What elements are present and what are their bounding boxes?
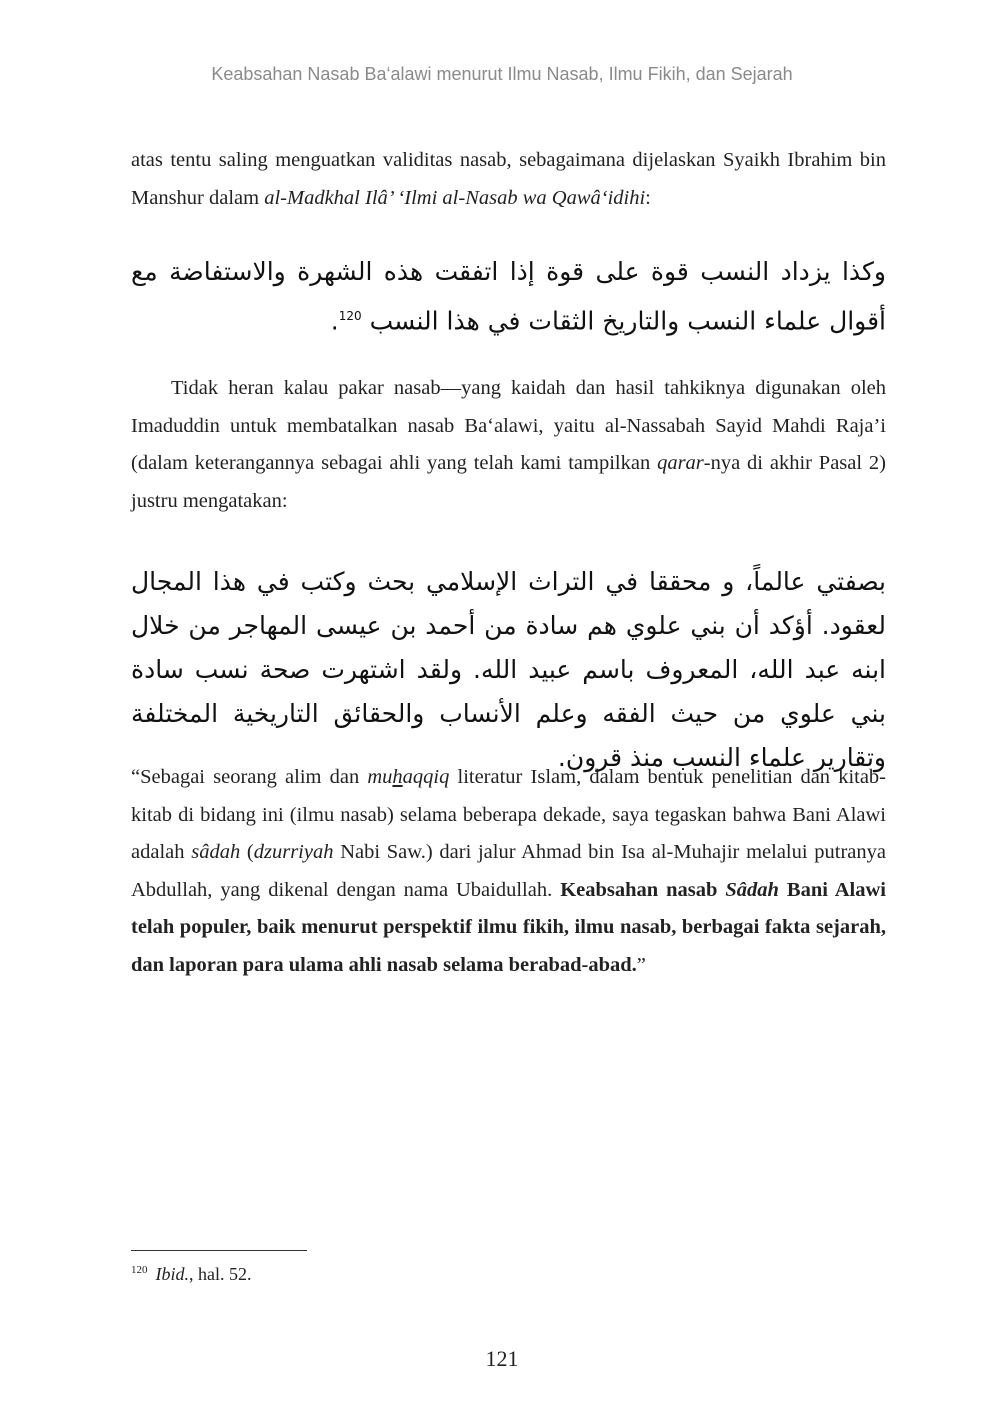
arabic-quote-1 [131,250,886,343]
context-text-end: -nya di akhir Pasal 2) justru mengatakan: [131,452,886,512]
dzurriyah-term: dzurriyah [253,841,334,863]
intro-colon: : [645,186,651,209]
intro-text: atas tentu saling menguatkan validitas nasab, sebagaimana dijelaskan Syaikh Ibrahim bin Manshur dalam [131,149,886,209]
closing-quote: ” [636,953,646,976]
muhaqqiq-part-end: aqqiq [402,766,450,788]
bold-text: Bani Alawi telah populer, baik menurut perspektif ilmu fikih, ilmu nasab, berbagai fakta sejarah, dan laporan para ulama ahli nasab selama berabad-abad. [131,878,886,976]
qarar-term: qarar [657,452,704,474]
footnote-text: , hal. 52. [189,1264,252,1284]
muhaqqiq-underlined: h [392,766,403,788]
paragraph-context [131,370,886,520]
running-header: Keabsahan Nasab Ba‘alawi menurut Ilmu Nasab, Ilmu Fikih, dan Sejarah [211,64,793,84]
translation-text: Nabi Saw.) dari jalur Ahmad bin Isa al-Muhajir melalui putranya Abdullah, yang dikenal dengan nama Ubaidullah. [131,841,887,901]
arabic-quote-2: بصفتي عالماً، و محققا في التراث الإسلامي بحث وكتب في هذا المجال لعقود. أؤكد أن بني علوي هم سادة من أحمد بن عيسى المهاجر من خلال ابنه عبد الله، المعروف باسم عبيد الله. ولقد اشتهرت صحة نسب سادة بني علوي من حيث الفقه وعلم الأنساب والحقائق التاريخية المختلفة وتقارير علماء النسب منذ قرون. [131,567,886,772]
footnote-divider [131,1250,307,1251]
paragraph-intro [131,142,886,217]
translation-text: ( [240,841,254,863]
arabic-quote-1-end: . [330,306,339,336]
bold-sadah-term: Sâdah [725,878,779,901]
bold-text: Keabsahan nasab [560,878,726,901]
book-title: al-Madkhal Ilâ’ ‘Ilmi al-Nasab wa Qawâ‘idihi [264,186,646,209]
translation-text: “Sebagai seorang alim dan [131,766,368,788]
footnote [131,1264,252,1285]
footnote-ibid: Ibid. [155,1264,189,1284]
translation-text: literatur Islam, dalam bentuk penelitian dan kitab-kitab di bidang ini (ilmu nasab) selama beberapa dekade, saya tegaskan bahwa Bani Alawi adalah [131,766,887,863]
footnote-reference[interactable]: 120 [338,309,362,323]
page-number: 121 [485,1346,519,1371]
muhaqqiq-term [367,766,449,788]
paragraph-translation [131,759,886,984]
arabic-quote-1-text: وكذا يزداد النسب قوة على قوة إذا اتفقت هذه الشهرة والاستفاضة مع أقوال علماء النسب والتاريخ الثقات في هذا النسب [131,257,886,336]
muhaqqiq-part: mu [367,766,393,788]
footnote-number: 120 [131,1264,148,1276]
context-text: Tidak heran kalau pakar nasab—yang kaidah dan hasil tahkiknya digunakan oleh Imaduddin untuk membatalkan nasab Ba‘alawi, yaitu al-Nassabah Sayid Mahdi Raja’i (dalam keterangannya sebagai ahli yang telah kami tampilkan [131,377,886,474]
sadah-term: sâdah [191,841,241,863]
